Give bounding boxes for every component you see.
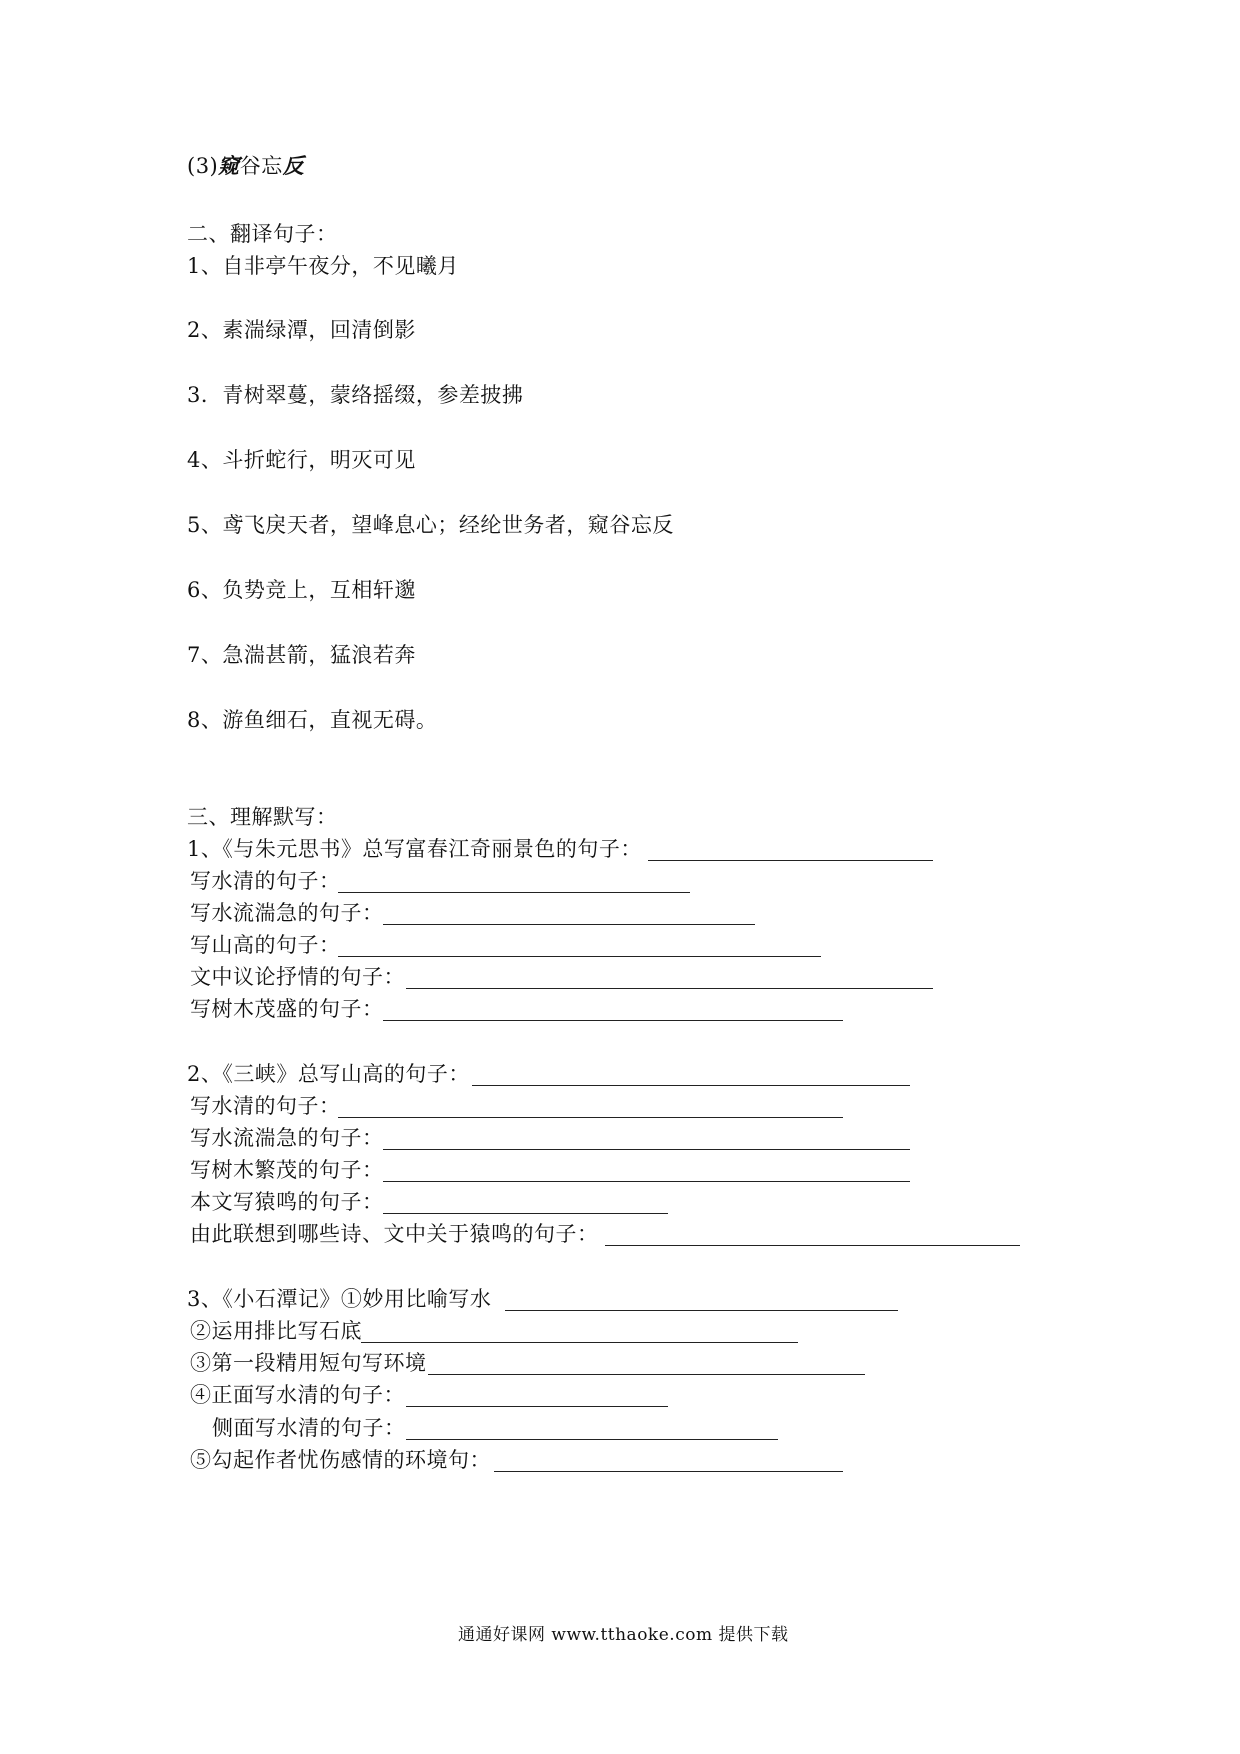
answer-blank[interactable]	[383, 1181, 910, 1182]
answer-blank[interactable]	[406, 1406, 668, 1407]
translation-item: 4、斗折蛇行，明灭可见	[187, 448, 416, 472]
fill-in-prompt: 写树木繁茂的句子：	[190, 1158, 384, 1182]
translation-item: 1、自非亭午夜分，不见曦月	[187, 254, 459, 278]
translation-item: 2、素湍绿潭，回清倒影	[187, 318, 416, 342]
fill-in-prompt: 本文写猿鸣的句子：	[190, 1190, 384, 1214]
translation-item: 7、急湍甚箭，猛浪若奔	[187, 643, 416, 667]
item-3-word-2: 谷忘	[239, 154, 283, 178]
answer-blank[interactable]	[406, 1439, 778, 1440]
fill-in-prompt: ④正面写水清的句子：	[190, 1383, 405, 1407]
fill-in-prompt: ⑤勾起作者忧伤感情的环境句：	[190, 1448, 491, 1472]
fill-in-prompt: 写树木茂盛的句子：	[190, 997, 384, 1021]
answer-blank[interactable]	[338, 956, 821, 957]
fill-in-prompt: 写水流湍急的句子：	[190, 1126, 384, 1150]
translation-item: 8、游鱼细石，直视无碍。	[187, 708, 438, 732]
answer-blank[interactable]	[338, 892, 690, 893]
answer-blank[interactable]	[605, 1245, 1020, 1246]
fill-in-prompt: 文中议论抒情的句子：	[190, 965, 405, 989]
fill-in-prompt: 写水清的句子：	[190, 1094, 341, 1118]
item-3-heading	[187, 152, 304, 180]
fill-in-prompt: 写水清的句子：	[190, 869, 341, 893]
section-3-heading: 三、理解默写：	[187, 805, 338, 829]
answer-blank[interactable]	[494, 1471, 843, 1472]
answer-blank[interactable]	[338, 1117, 843, 1118]
fill-in-prompt: 3、《小石潭记》①妙用比喻写水	[187, 1287, 492, 1311]
answer-blank[interactable]	[383, 924, 755, 925]
answer-blank[interactable]	[505, 1310, 898, 1311]
fill-in-prompt: 2、《三峡》总写山高的句子：	[187, 1062, 470, 1086]
page-footer: 通通好课网 www.tthaoke.com 提供下载	[458, 1625, 789, 1645]
answer-blank[interactable]	[472, 1085, 910, 1086]
section-2-heading: 二、翻译句子：	[187, 222, 338, 246]
answer-blank[interactable]	[361, 1342, 798, 1343]
fill-in-prompt: 侧面写水清的句子：	[212, 1416, 406, 1440]
translation-item: 6、负势竞上，互相轩邈	[187, 578, 416, 602]
fill-in-prompt: 1、《与朱元思书》总写富春江奇丽景色的句子：	[187, 837, 642, 861]
answer-blank[interactable]	[648, 860, 933, 861]
item-3-word-1: 窥	[218, 153, 240, 178]
fill-in-prompt: 写山高的句子：	[190, 933, 341, 957]
answer-blank[interactable]	[383, 1149, 910, 1150]
fill-in-prompt: 由此联想到哪些诗、文中关于猿鸣的句子：	[190, 1222, 599, 1246]
answer-blank[interactable]	[406, 988, 933, 989]
item-3-word-3: 反	[282, 153, 305, 178]
answer-blank[interactable]	[383, 1020, 843, 1021]
translation-item: 5、鸢飞戾天者，望峰息心；经纶世务者，窥谷忘反	[187, 513, 674, 537]
answer-blank[interactable]	[383, 1213, 668, 1214]
fill-in-prompt: ③第一段精用短句写环境	[190, 1351, 427, 1375]
item-3-prefix: (3)	[187, 154, 219, 178]
translation-item: 3．青树翠蔓，蒙络摇缀，参差披拂	[187, 383, 524, 407]
fill-in-prompt: 写水流湍急的句子：	[190, 901, 384, 925]
answer-blank[interactable]	[428, 1374, 865, 1375]
fill-in-prompt: ②运用排比写石底	[190, 1319, 362, 1343]
